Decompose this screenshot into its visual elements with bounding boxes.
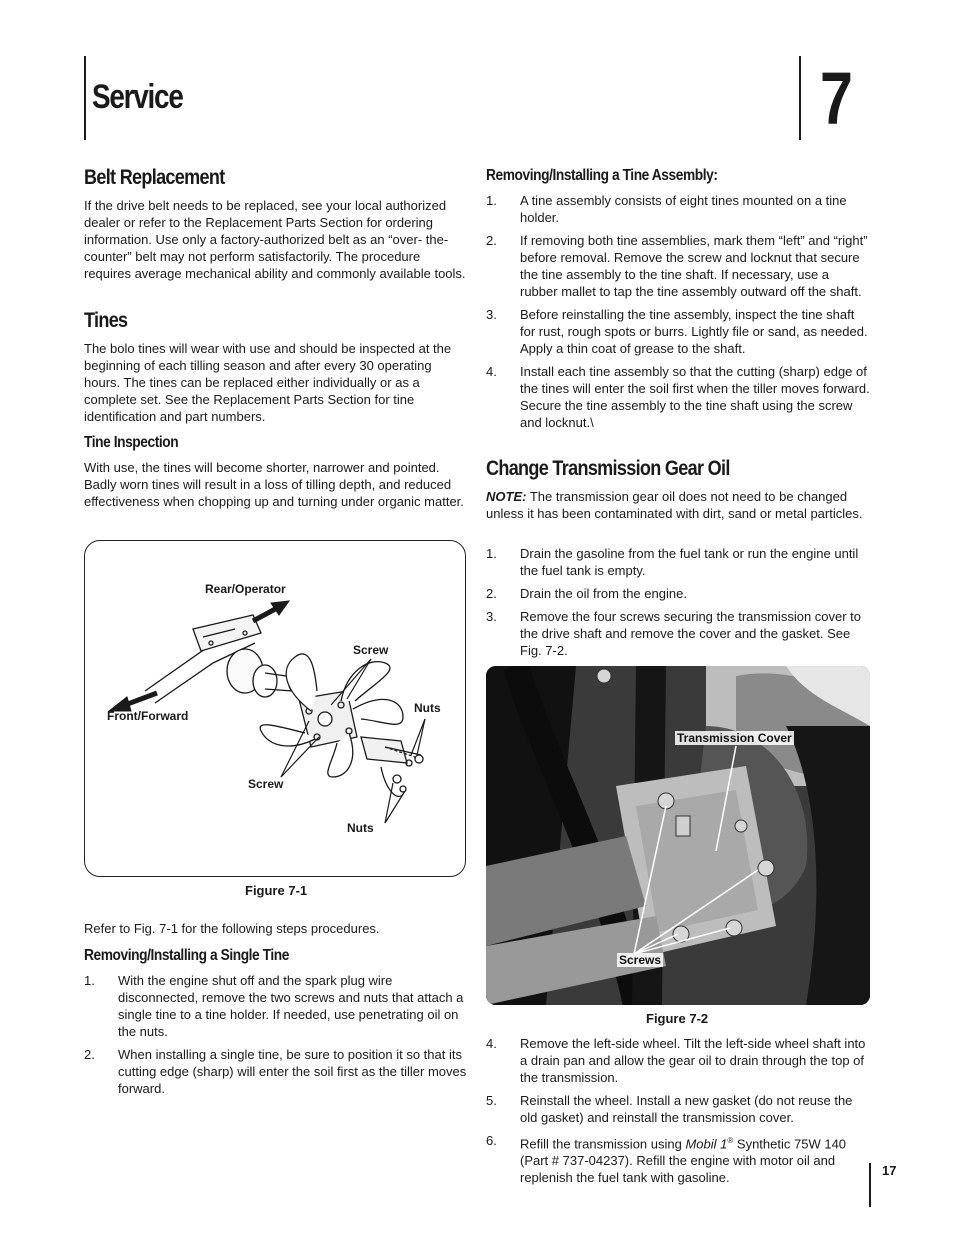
- tines-heading: Tines: [84, 309, 128, 332]
- list-item: 2. If removing both tine assemblies, mark them “left” and “right” before removal. Remove the screw and locknut that secure the tine assembly to the tine shaft. If necessary, use a rubber mallet to tap the tine assembly outward off the shaft.: [486, 233, 868, 299]
- note-text: The transmission gear oil does not need to be changed unless it has been contaminated with dirt, sand or metal particles.: [486, 489, 863, 521]
- label-screw-bottom: Screw: [248, 777, 284, 791]
- page-number: 17: [882, 1163, 897, 1178]
- footer-rule: [869, 1163, 871, 1207]
- label-rear-operator: Rear/Operator: [205, 582, 286, 596]
- gear-oil-steps-b: [486, 1035, 870, 1192]
- gear-oil-heading: Change Transmission Gear Oil: [486, 457, 730, 480]
- label-transmission-cover: Transmission Cover: [677, 731, 792, 745]
- figure-7-2-caption: Figure 7-2: [646, 1011, 709, 1026]
- single-tine-steps: [84, 972, 470, 1103]
- single-tine-heading: Removing/Installing a Single Tine: [84, 947, 289, 964]
- label-nuts-bottom: Nuts: [347, 821, 374, 835]
- tine-inspection-text: With use, the tines will become shorter, narrower and pointed. Badly worn tines will result in a loss of tilling depth, and reduced effectiveness when chopping up and turning under organic matter.: [84, 460, 464, 509]
- tine-assembly-steps: [486, 192, 870, 437]
- figure-7-1-caption: Figure 7-1: [245, 883, 308, 898]
- belt-replacement-heading: Belt Replacement: [84, 166, 225, 189]
- figure-7-1-frame: [84, 540, 466, 877]
- list-item: 2. When installing a single tine, be sure to position it so that its cutting edge (sharp) will enter the soil first as the tiller moves forward.: [84, 1047, 467, 1096]
- label-front-forward: Front/Forward: [107, 709, 189, 723]
- header-rule-right: [799, 56, 801, 140]
- list-item: 1. Drain the gasoline from the fuel tank or run the engine until the fuel tank is empty.: [486, 546, 859, 578]
- list-item: 2. Drain the oil from the engine.: [486, 586, 687, 601]
- tine-assembly-heading: Removing/Installing a Tine Assembly:: [486, 167, 718, 184]
- label-screws: Screws: [619, 953, 662, 967]
- figure-7-2-photo: [486, 666, 870, 1005]
- brand-name: Mobil 1: [685, 1136, 728, 1152]
- gear-oil-note: [486, 488, 870, 522]
- list-item: 4. Remove the left-side wheel. Tilt the left-side wheel shaft into a drain pan and allow the gear oil to drain through the top of the transmission.: [486, 1036, 866, 1085]
- belt-replacement-text: If the drive belt needs to be replaced, see your local authorized dealer or refer to the Replacement Parts Section for ordering information. Use only a factory-authorized belt as an “over- the-counter” belt may not perform satisfactorily. The procedure requires average mechanical ability and commonly available tools.: [84, 198, 466, 281]
- tine-inspection-heading: Tine Inspection: [84, 434, 179, 451]
- header-rule-left: [84, 56, 86, 140]
- chapter-number: 7: [820, 57, 853, 140]
- gear-oil-steps-a: [486, 545, 870, 665]
- list-item: 4. Install each tine assembly so that the cutting (sharp) edge of the tines will enter the soil first when the tiller moves forward. Secure the tine assembly to the tine shaft using the screw and locknut.\: [486, 364, 870, 430]
- list-item: 1. A tine assembly consists of eight tines mounted on a tine holder.: [486, 193, 847, 225]
- list-item: 1. With the engine shut off and the spark plug wire disconnected, remove the two screws and nuts that attach a single tine to a tine holder. If needed, use penetrating oil on the nuts.: [84, 973, 464, 1039]
- list-item: 3. Remove the four screws securing the transmission cover to the drive shaft and remove the cover and the gasket. See Fig. 7-2.: [486, 609, 862, 658]
- list-item: 6. Refill the transmission using Mobil 1® Synthetic 75W 140 (Part # 737-04237). Refill the engine with motor oil and replenish the fuel tank with gasoline.: [486, 1133, 847, 1186]
- section-title: Service: [92, 78, 183, 116]
- label-nuts-right: Nuts: [414, 701, 441, 715]
- refer-text: Refer to Fig. 7-1 for the following steps procedures.: [84, 921, 380, 936]
- list-item: 5. Reinstall the wheel. Install a new gasket (do not reuse the old gasket) and reinstall the transmission cover.: [486, 1093, 853, 1125]
- tines-text: The bolo tines will wear with use and should be inspected at the beginning of each tilling season and after every 30 operating hours. The tines can be replaced either individually or as a complete set. See the Replacement Parts Section for tine identification and part numbers.: [84, 341, 452, 424]
- label-screw-top: Screw: [353, 643, 389, 657]
- note-label: NOTE:: [486, 489, 527, 504]
- list-item: 3. Before reinstalling the tine assembly, inspect the tine shaft for rust, rough spots or burrs. Lightly file or sand, as needed. Apply a thin coat of grease to the shaft.: [486, 307, 868, 356]
- transmission-photo: [486, 666, 870, 1005]
